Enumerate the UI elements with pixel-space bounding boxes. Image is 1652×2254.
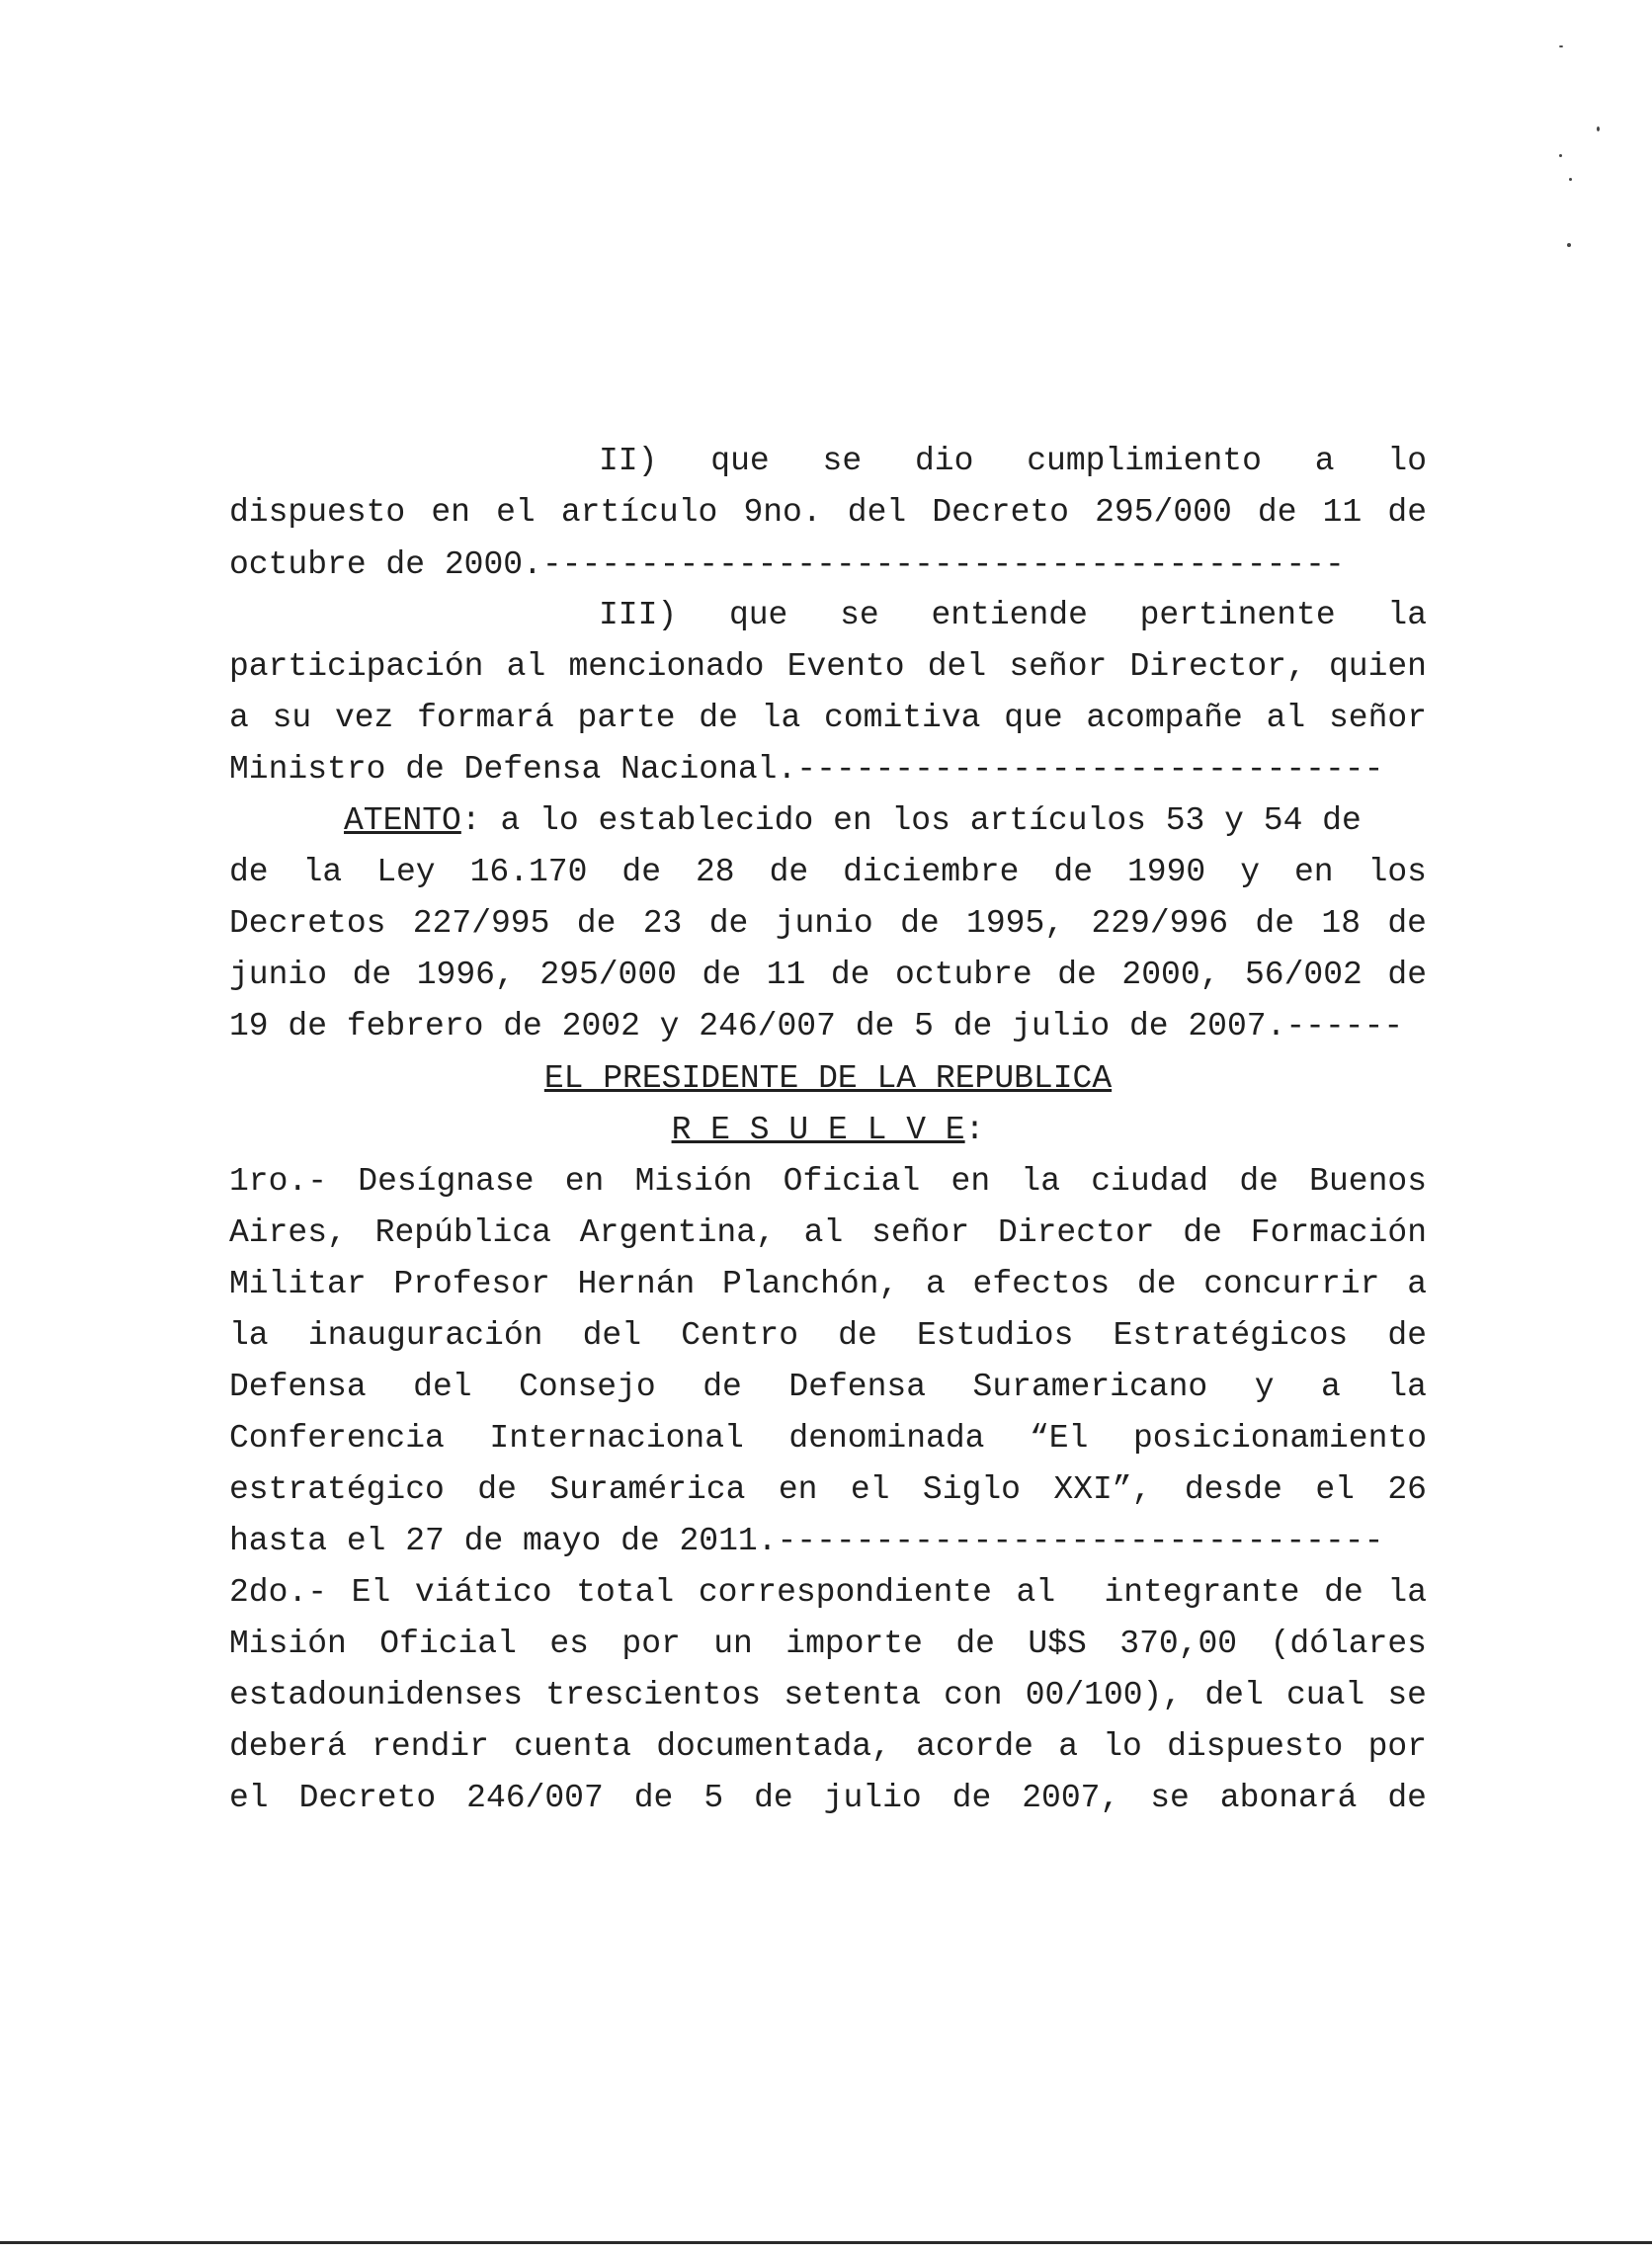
heading-resuelve xyxy=(229,1111,1427,1150)
atento-line-5: 19 de febrero de 2002 y 246/007 de 5 de julio de 2007.------ xyxy=(229,1008,1404,1044)
article-1-line-7: estratégico de Suramérica en el Siglo XXI”, desde el 26 xyxy=(229,1471,1427,1508)
atento-label: ATENTO xyxy=(344,802,461,839)
article-1-line-6: Conferencia Internacional denominada “El posicionamiento xyxy=(229,1420,1427,1457)
scan-speck xyxy=(1567,243,1571,247)
atento-colon: : xyxy=(460,802,501,839)
article-2-line-1: 2do.- El viático total correspondiente al integrante de la xyxy=(229,1574,1427,1611)
atento-line-3: Decretos 227/995 de 23 de junio de 1995, 229/996 de 18 de xyxy=(229,905,1427,942)
heading-resuelve-colon: : xyxy=(964,1112,985,1148)
article-1-line-5: Defensa del Consejo de Defensa Suramericano y a la xyxy=(229,1369,1427,1405)
clause-iii-line-4: Ministro de Defensa Nacional.------------------------------ xyxy=(229,751,1384,788)
scan-speck xyxy=(1559,45,1563,47)
atento-text: a lo establecido en los artículos 53 y 54 de xyxy=(500,802,1362,839)
clause-ii-line-3: octubre de 2000.----------------------------------------- xyxy=(229,546,1345,583)
article-2-line-2: Misión Oficial es por un importe de U$S 370,00 (dólares xyxy=(229,1626,1427,1662)
scan-speck xyxy=(1597,126,1600,131)
clause-iii-line-2: participación al mencionado Evento del señor Director, quien xyxy=(229,648,1427,685)
article-2-line-3: estadounidenses trescientos setenta con 00/100), del cual se xyxy=(229,1677,1427,1713)
article-1-line-1: 1ro.- Desígnase en Misión Oficial en la ciudad de Buenos xyxy=(229,1163,1427,1200)
heading-president-text: EL PRESIDENTE DE LA REPUBLICA xyxy=(543,1060,1113,1097)
article-2-line-4: deberá rendir cuenta documentada, acorde a lo dispuesto por xyxy=(229,1728,1427,1765)
heading-resuelve-text: R E S U E L V E xyxy=(671,1112,965,1148)
article-1-line-4: la inauguración del Centro de Estudios Estratégicos de xyxy=(229,1317,1427,1354)
atento-line-4: junio de 1996, 295/000 de 11 de octubre de 2000, 56/002 de xyxy=(229,957,1427,993)
clause-ii-line-2: dispuesto en el artículo 9no. del Decreto 295/000 de 11 de xyxy=(229,494,1427,531)
article-2-line-5: el Decreto 246/007 de 5 de julio de 2007, se abonará de xyxy=(229,1780,1427,1816)
article-1-line-3: Militar Profesor Hernán Planchón, a efectos de concurrir a xyxy=(229,1266,1427,1302)
heading-president xyxy=(229,1059,1427,1099)
article-1-line-2: Aires, República Argentina, al señor Director de Formación xyxy=(229,1214,1427,1251)
clause-iii-line-3: a su vez formará parte de la comitiva que acompañe al señor xyxy=(229,700,1427,736)
article-1-line-8: hasta el 27 de mayo de 2011.------------------------------- xyxy=(229,1523,1384,1559)
atento-line-2: de la Ley 16.170 de 28 de diciembre de 1990 y en los xyxy=(229,854,1427,890)
atento-line-1 xyxy=(344,801,1362,841)
clause-iii-line-1: III) que se entiende pertinente la xyxy=(599,597,1427,633)
clause-ii-line-1: II) que se dio cumplimiento a lo xyxy=(599,443,1427,479)
scan-speck xyxy=(1569,178,1572,181)
page-bottom-rule xyxy=(0,2241,1652,2244)
scan-speck xyxy=(1559,154,1562,157)
